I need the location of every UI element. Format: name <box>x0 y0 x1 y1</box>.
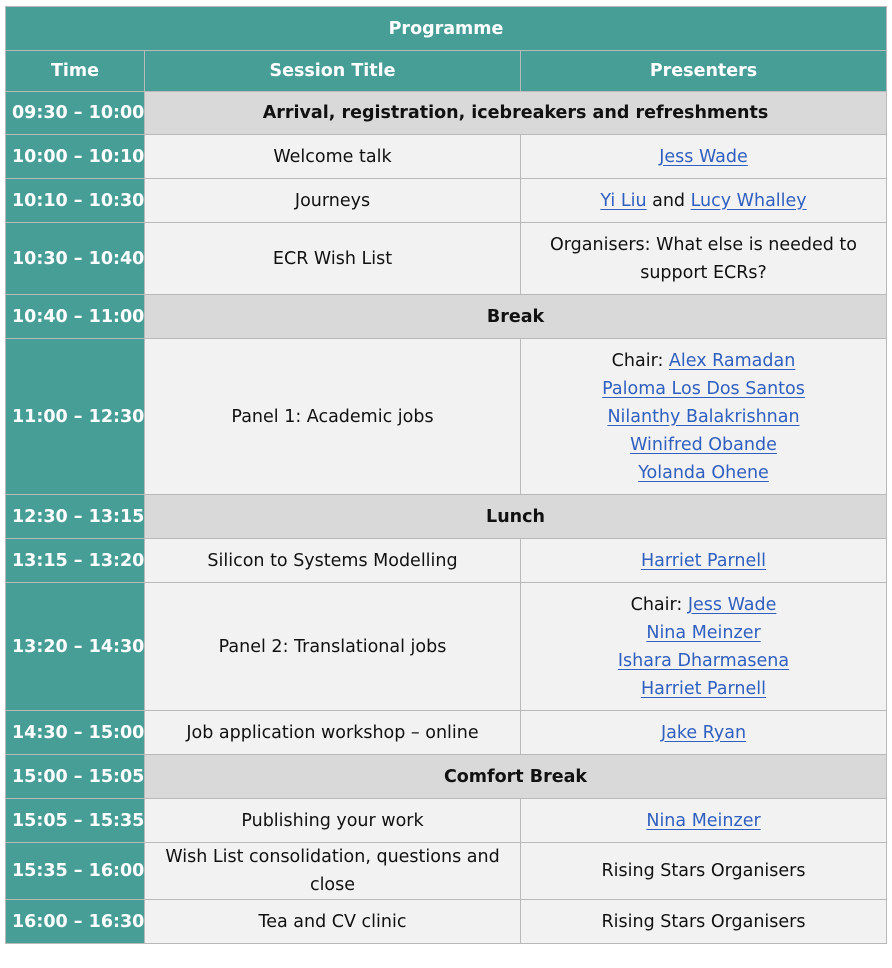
time-cell: 10:40 – 11:00 <box>6 295 145 339</box>
presenter-line <box>527 431 880 459</box>
presenter-joiner: and <box>646 190 691 211</box>
table-row <box>6 539 887 583</box>
presenter-line <box>527 459 880 487</box>
table-row <box>6 339 887 495</box>
table-row <box>6 495 887 539</box>
presenters-cell <box>521 900 887 944</box>
time-cell: 15:05 – 15:35 <box>6 799 145 843</box>
table-row <box>6 711 887 755</box>
time-cell: 13:15 – 13:20 <box>6 539 145 583</box>
presenter-link[interactable]: Harriet Parnell <box>641 678 766 699</box>
presenters-text: Rising Stars Organisers <box>601 861 806 881</box>
presenter-link[interactable]: Lucy Whalley <box>690 190 807 211</box>
table-row <box>6 583 887 711</box>
presenters-cell <box>521 843 887 900</box>
presenters-text: Organisers: What else is needed to support ECRs? <box>550 234 858 283</box>
programme-table <box>5 6 887 944</box>
presenter-line <box>527 719 880 747</box>
session-title: ECR Wish List <box>145 223 521 295</box>
time-cell: 16:00 – 16:30 <box>6 900 145 944</box>
presenters-cell <box>521 539 887 583</box>
table-row <box>6 135 887 179</box>
session-title: Tea and CV clinic <box>145 900 521 944</box>
presenter-link[interactable]: Jess Wade <box>659 146 748 167</box>
full-width-session: Arrival, registration, icebreakers and refreshments <box>145 92 887 135</box>
presenter-link[interactable]: Nina Meinzer <box>646 622 761 643</box>
time-cell: 13:20 – 14:30 <box>6 583 145 711</box>
presenter-line <box>527 647 880 675</box>
chair-label: Chair: <box>630 594 688 615</box>
presenter-link[interactable]: Alex Ramadan <box>668 350 796 371</box>
time-cell: 15:00 – 15:05 <box>6 755 145 799</box>
time-cell: 10:00 – 10:10 <box>6 135 145 179</box>
table-row <box>6 295 887 339</box>
presenter-link[interactable]: Harriet Parnell <box>641 550 766 571</box>
time-cell: 11:00 – 12:30 <box>6 339 145 495</box>
presenter-link[interactable]: Ishara Dharmasena <box>617 650 790 671</box>
presenter-link[interactable]: Nina Meinzer <box>646 810 761 831</box>
header-session-title: Session Title <box>145 51 521 92</box>
header-time: Time <box>6 51 145 92</box>
time-cell: 12:30 – 13:15 <box>6 495 145 539</box>
table-row <box>6 799 887 843</box>
time-cell: 09:30 – 10:00 <box>6 92 145 135</box>
full-width-session: Comfort Break <box>145 755 887 799</box>
session-title: Panel 2: Translational jobs <box>145 583 521 711</box>
table-row <box>6 843 887 900</box>
presenter-link[interactable]: Jake Ryan <box>660 722 747 743</box>
presenters-text: Rising Stars Organisers <box>601 911 806 932</box>
session-title: Publishing your work <box>145 799 521 843</box>
session-title: Journeys <box>145 179 521 223</box>
full-width-session: Break <box>145 295 887 339</box>
presenters-cell <box>521 179 887 223</box>
session-title: Silicon to Systems Modelling <box>145 539 521 583</box>
presenter-link[interactable]: Nilanthy Balakrishnan <box>607 406 800 427</box>
chair-label: Chair: <box>611 350 669 371</box>
presenters-cell <box>521 223 887 295</box>
presenters-cell <box>521 339 887 495</box>
time-cell: 14:30 – 15:00 <box>6 711 145 755</box>
presenter-link[interactable]: Paloma Los Dos Santos <box>602 378 805 399</box>
session-title: Welcome talk <box>145 135 521 179</box>
table-row <box>6 755 887 799</box>
presenter-line <box>527 547 880 575</box>
presenter-line <box>527 675 880 703</box>
presenter-line <box>527 143 880 171</box>
table-title: Programme <box>6 7 887 51</box>
session-title: Panel 1: Academic jobs <box>145 339 521 495</box>
presenter-line <box>527 375 880 403</box>
presenter-line <box>527 619 880 647</box>
presenter-link[interactable]: Yolanda Ohene <box>638 462 769 483</box>
presenters-cell <box>521 711 887 755</box>
session-title: Job application workshop – online <box>145 711 521 755</box>
header-presenters: Presenters <box>521 51 887 92</box>
chair-line <box>527 591 880 619</box>
time-cell: 15:35 – 16:00 <box>6 843 145 900</box>
presenters-cell <box>521 135 887 179</box>
presenter-line <box>527 403 880 431</box>
table-row <box>6 92 887 135</box>
full-width-session: Lunch <box>145 495 887 539</box>
table-row <box>6 179 887 223</box>
presenters-cell <box>521 799 887 843</box>
time-cell: 10:10 – 10:30 <box>6 179 145 223</box>
table-row <box>6 900 887 944</box>
chair-line <box>527 347 880 375</box>
presenter-line <box>527 187 880 215</box>
presenters-cell <box>521 583 887 711</box>
presenter-link[interactable]: Jess Wade <box>687 594 777 615</box>
presenter-link[interactable]: Yi Liu <box>600 190 647 211</box>
presenter-line <box>527 807 880 835</box>
session-title: Wish List consolidation, questions and close <box>145 843 521 900</box>
presenter-link[interactable]: Winifred Obande <box>630 434 777 455</box>
time-cell: 10:30 – 10:40 <box>6 223 145 295</box>
table-row <box>6 223 887 295</box>
